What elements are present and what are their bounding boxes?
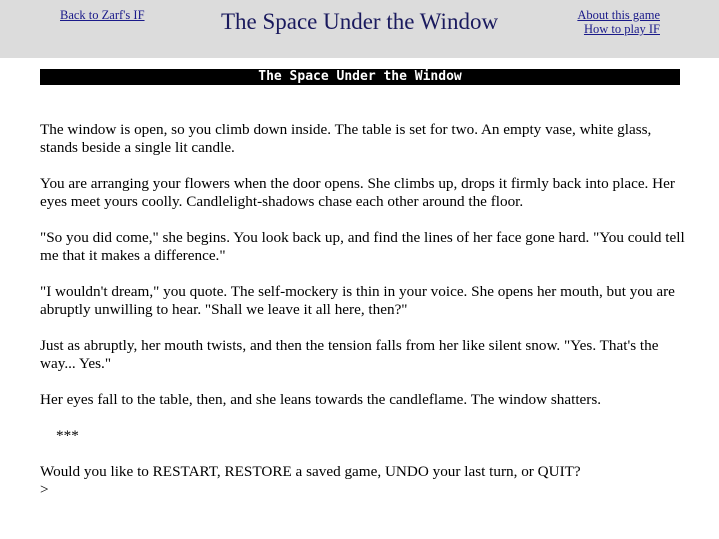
prompt-symbol: > bbox=[40, 481, 49, 498]
end-game-question: Would you like to RESTART, RESTORE a saved game, UNDO your last turn, or QUIT? bbox=[40, 463, 581, 480]
status-bar: The Space Under the Window bbox=[40, 69, 680, 85]
story-paragraph: You are arranging your flowers when the door opens. She climbs up, drops it firmly back into place. Her eyes meet yours coolly. Candlelight-shadows chase each other around the floor. bbox=[40, 175, 675, 210]
how-to-play-if-link[interactable]: How to play IF bbox=[583, 22, 660, 36]
page-header bbox=[0, 0, 719, 58]
story-output bbox=[40, 121, 690, 499]
story-paragraph: "I wouldn't dream," you quote. The self-mockery is thin in your voice. She opens her mouth, but you are abruptly unwilling to hear. "Shall we leave it all here, then?" bbox=[40, 283, 675, 318]
section-break: *** bbox=[56, 427, 79, 444]
story-paragraph: "So you did come," she begins. You look back up, and find the lines of her face gone hard. "You could tell me that it makes a difference." bbox=[40, 229, 685, 264]
story-paragraph: Her eyes fall to the table, then, and she leans towards the candleflame. The window shatters. bbox=[40, 391, 602, 408]
page-title: The Space Under the Window bbox=[220, 9, 499, 34]
command-input[interactable] bbox=[53, 481, 653, 499]
story-paragraph: Just as abruptly, her mouth twists, and then the tension falls from her like silent snow. "Yes. That's the way... Yes." bbox=[40, 337, 659, 372]
back-to-zarfs-if-link[interactable]: Back to Zarf's IF bbox=[60, 8, 145, 22]
story-paragraph: The window is open, so you climb down inside. The table is set for two. An empty vase, white glass, stands beside a single lit candle. bbox=[40, 121, 652, 156]
about-this-game-link[interactable]: About this game bbox=[577, 8, 660, 22]
command-prompt-line[interactable] bbox=[40, 481, 690, 499]
